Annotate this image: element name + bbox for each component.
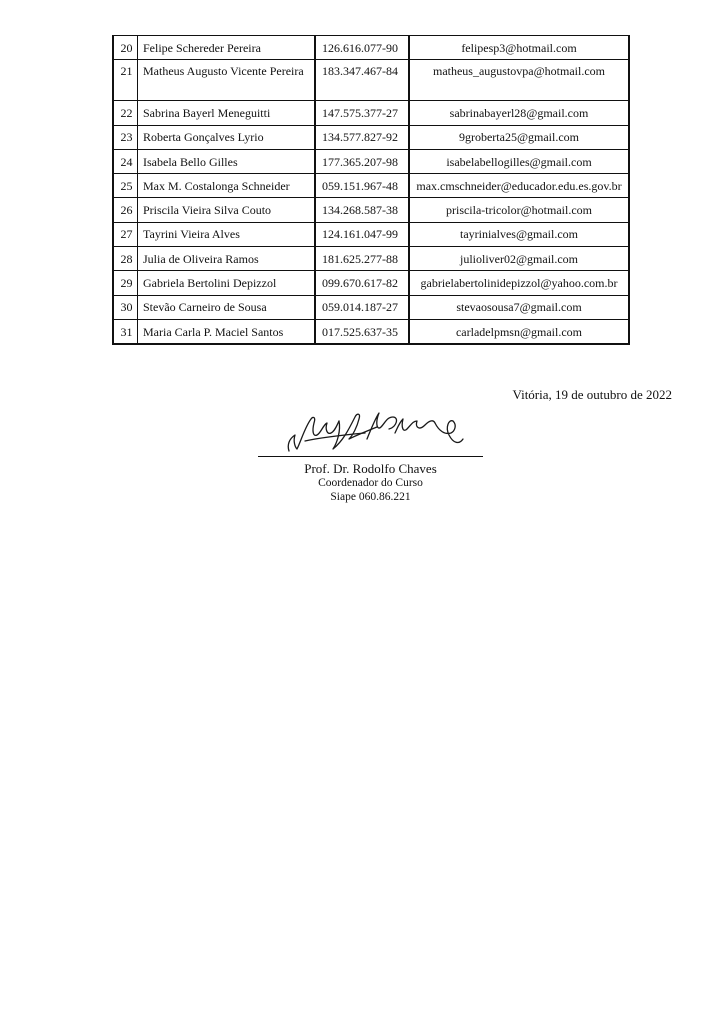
student-email: carladelpmsn@gmail.com [409, 319, 629, 344]
student-cpf: 134.577.827-92 [315, 125, 409, 149]
student-email: 9groberta25@gmail.com [409, 125, 629, 149]
table-row [113, 271, 629, 295]
student-email: felipesp3@hotmail.com [409, 36, 629, 60]
table-row [113, 174, 629, 198]
table-row [113, 36, 629, 60]
student-name: Felipe Schereder Pereira [138, 36, 316, 60]
table-row [113, 222, 629, 246]
student-name: Matheus Augusto Vicente Pereira [138, 60, 316, 101]
signer-name: Prof. Dr. Rodolfo Chaves [304, 461, 437, 476]
student-email: isabelabellogilles@gmail.com [409, 149, 629, 173]
student-cpf: 134.268.587-38 [315, 198, 409, 222]
student-name: Maria Carla P. Maciel Santos [138, 319, 316, 344]
row-number: 24 [113, 149, 138, 173]
student-cpf: 059.014.187-27 [315, 295, 409, 319]
student-email: matheus_augustovpa@hotmail.com [409, 60, 629, 101]
row-number: 30 [113, 295, 138, 319]
signer-role: Coordenador do Curso [318, 477, 423, 489]
row-number: 28 [113, 247, 138, 271]
student-email: gabrielabertolinidepizzol@yahoo.com.br [409, 271, 629, 295]
student-cpf: 177.365.207-98 [315, 149, 409, 173]
student-cpf: 124.161.047-99 [315, 222, 409, 246]
table-row [113, 295, 629, 319]
student-cpf: 059.151.967-48 [315, 174, 409, 198]
student-name: Priscila Vieira Silva Couto [138, 198, 316, 222]
student-email: julioliver02@gmail.com [409, 247, 629, 271]
student-cpf: 126.616.077-90 [315, 36, 409, 60]
student-name: Max M. Costalonga Schneider [138, 174, 316, 198]
student-cpf: 147.575.377-27 [315, 101, 409, 125]
student-roster-table [112, 35, 630, 345]
handwritten-signature [283, 405, 468, 457]
signature-line [258, 456, 483, 457]
table-row [113, 319, 629, 344]
row-number: 25 [113, 174, 138, 198]
student-name: Sabrina Bayerl Meneguitti [138, 101, 316, 125]
table-row [113, 149, 629, 173]
row-number: 20 [113, 36, 138, 60]
table-row [113, 198, 629, 222]
row-number: 23 [113, 125, 138, 149]
signer-id: Siape 060.86.221 [330, 491, 411, 503]
row-number: 21 [113, 60, 138, 101]
place-and-date: Vitória, 19 de outubro de 2022 [512, 387, 672, 402]
student-email: priscila-tricolor@hotmail.com [409, 198, 629, 222]
row-number: 29 [113, 271, 138, 295]
student-cpf: 183.347.467-84 [315, 60, 409, 101]
student-name: Isabela Bello Gilles [138, 149, 316, 173]
table-row [113, 60, 629, 101]
row-number: 31 [113, 319, 138, 344]
student-cpf: 099.670.617-82 [315, 271, 409, 295]
student-name: Gabriela Bertolini Depizzol [138, 271, 316, 295]
row-number: 27 [113, 222, 138, 246]
student-name: Stevão Carneiro de Sousa [138, 295, 316, 319]
student-name: Julia de Oliveira Ramos [138, 247, 316, 271]
row-number: 26 [113, 198, 138, 222]
student-email: max.cmschneider@educador.edu.es.gov.br [409, 174, 629, 198]
student-cpf: 181.625.277-88 [315, 247, 409, 271]
student-email: sabrinabayerl28@gmail.com [409, 101, 629, 125]
student-cpf: 017.525.637-35 [315, 319, 409, 344]
student-name: Tayrini Vieira Alves [138, 222, 316, 246]
student-name: Roberta Gonçalves Lyrio [138, 125, 316, 149]
table-row [113, 247, 629, 271]
student-email: tayrinialves@gmail.com [409, 222, 629, 246]
table-row [113, 101, 629, 125]
table-row [113, 125, 629, 149]
row-number: 22 [113, 101, 138, 125]
student-email: stevaosousa7@gmail.com [409, 295, 629, 319]
